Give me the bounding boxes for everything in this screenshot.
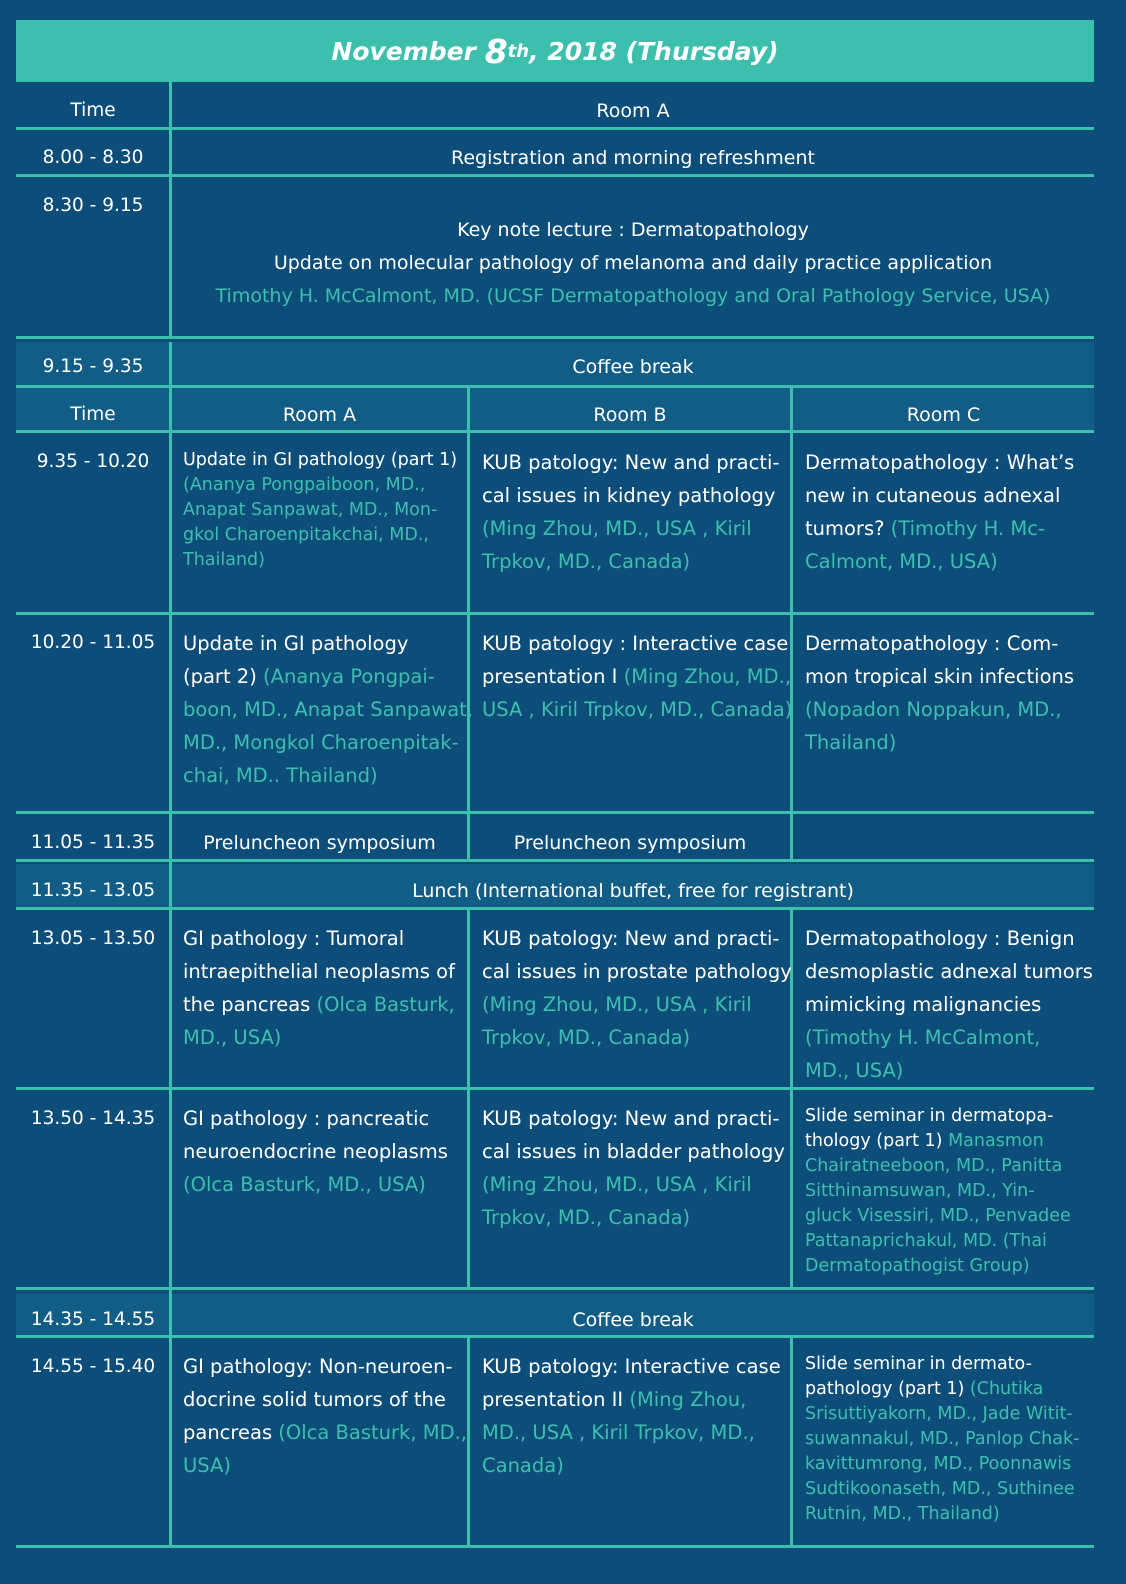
header-time: Time — [70, 100, 116, 121]
col-divider — [467, 907, 470, 1287]
session-4-room-a: GI pathology : Tumoral intraepithelial neoplasms of the pancreas (Olca Basturk, MD., USA) — [183, 927, 455, 1049]
session-5-room-c: Slide seminar in dermatopa- thology (part 1) Manasmon Chairatneeboon, MD., Panitta Sitthinamsuwan, MD., Yin- gluck Visessiri, MD., Penvadee Pattanaprichakul, MD. (Thai Dermatopathogist Group) — [805, 1106, 1071, 1276]
keynote-title: Key note lecture : Dermatopathology — [457, 219, 809, 241]
session-4-room-c: Dermatopathology : Benign desmoplastic adnexal tumors mimicking malignancies (Timothy H. McCalmont, MD., USA) — [805, 927, 1093, 1082]
header-time-2: Time — [70, 404, 116, 425]
session-6-room-a: GI pathology: Non-neuroen- docrine solid tumors of the pancreas (Olca Basturk, MD., USA) — [183, 1355, 467, 1477]
time-keynote: 8.30 - 9.15 — [42, 195, 144, 216]
keynote-subtitle: Update on molecular pathology of melanoma and daily practice application — [273, 252, 993, 274]
time-coffee-break-1: 9.15 - 9.35 — [42, 356, 144, 377]
session-3-room-b: Preluncheon symposium — [513, 832, 747, 854]
row-divider — [16, 1287, 1094, 1290]
session-6-room-b: KUB patology: Interactive case presentation II (Ming Zhou, MD., USA , Kiril Trpkov, MD., Canada) — [482, 1355, 781, 1477]
header-room-a-2: Room A — [282, 404, 357, 426]
time-session-5: 13.50 - 14.35 — [30, 1108, 156, 1129]
time-registration: 8.00 - 8.30 — [42, 147, 144, 168]
row-divider — [16, 811, 1094, 814]
banner-rest: , 2018 (Thursday) — [529, 36, 779, 66]
row-divider — [16, 430, 1094, 433]
session-2-room-a: Update in GI pathology (part 2) (Ananya Pongpai- boon, MD., Anapat Sanpawat, MD., Mongkol Charoenpitak- chai, MD.. Thailand) — [183, 632, 474, 787]
col-divider — [467, 1335, 470, 1545]
session-3-room-a: Preluncheon symposium — [203, 832, 436, 854]
session-6-room-c: Slide seminar in dermato- pathology (part 1) (Chutika Srisuttiyakorn, MD., Jade Witit- suwannakul, MD., Panlop Chak- kavittumrong, MD., Poonnawis Sudtikoonaseth, MD., Suthinee Rutnin, MD., Thailand) — [805, 1354, 1080, 1524]
row-divider — [16, 385, 1094, 388]
session-1-room-a: Update in GI pathology (part 1) (Ananya Pongpaiboon, MD., Anapat Sanpawat, MD., Mon- gkol Charoenpitakchai, MD., Thailand) — [183, 450, 458, 570]
coffee-break-2-text: Coffee break — [572, 1309, 694, 1331]
row-divider — [16, 1087, 1094, 1090]
col-divider — [790, 1335, 793, 1545]
time-session-2: 10.20 - 11.05 — [30, 632, 156, 653]
session-4-room-b: KUB patology: New and practi- cal issues in prostate pathology (Ming Zhou, MD., USA , Kiril Trpkov, MD., Canada) — [482, 927, 792, 1049]
date-banner — [16, 20, 1094, 82]
banner-day: 8 — [484, 31, 508, 71]
time-session-4: 13.05 - 13.50 — [30, 928, 156, 949]
coffee-break-1-text: Coffee break — [572, 356, 694, 378]
row-divider — [16, 907, 1094, 910]
row-divider — [16, 1545, 1094, 1548]
banner-month: November — [331, 36, 476, 66]
row-divider — [16, 127, 1094, 130]
header-room-a: Room A — [596, 100, 670, 122]
time-coffee-break-2: 14.35 - 14.55 — [30, 1309, 156, 1330]
session-2-room-c: Dermatopathology : Com- mon tropical skin infections (Nopadon Noppakun, MD., Thailand) — [805, 632, 1075, 754]
time-lunch: 11.35 - 13.05 — [30, 880, 156, 901]
session-1-room-b: KUB patology: New and practi- cal issues in kidney pathology (Ming Zhou, MD., USA , Kiril Trpkov, MD., Canada) — [482, 451, 780, 573]
col-divider — [790, 385, 793, 859]
keynote-speaker: Timothy H. McCalmont, MD. (UCSF Dermatopathology and Oral Pathology Service, USA) — [215, 285, 1051, 307]
time-session-3: 11.05 - 11.35 — [30, 832, 156, 853]
lunch-text: Lunch (International buffet, free for registrant) — [412, 880, 854, 902]
row-divider — [16, 336, 1094, 339]
session-2-room-b: KUB patology : Interactive case presentation I (Ming Zhou, MD., USA , Kiril Trpkov, MD., Canada) — [482, 632, 793, 721]
header-room-b: Room B — [593, 404, 667, 426]
session-5-room-a: GI pathology : pancreatic neuroendocrine neoplasms (Olca Basturk, MD., USA) — [183, 1107, 448, 1196]
registration-text: Registration and morning refreshment — [451, 147, 815, 169]
header-room-c: Room C — [906, 404, 981, 426]
row-divider — [16, 174, 1094, 177]
session-5-room-b: KUB patology: New and practi- cal issues in bladder pathology (Ming Zhou, MD., USA , Kiril Trpkov, MD., Canada) — [482, 1107, 785, 1229]
row-divider — [16, 1335, 1094, 1338]
banner-day-suffix: th — [507, 40, 530, 62]
time-session-1: 9.35 - 10.20 — [36, 451, 150, 472]
time-session-6: 14.55 - 15.40 — [30, 1356, 156, 1377]
row-divider — [16, 859, 1094, 862]
row-divider — [16, 612, 1094, 615]
session-1-room-c: Dermatopathology : What’s new in cutaneous adnexal tumors? (Timothy H. Mc- Calmont, MD., USA) — [805, 451, 1075, 573]
